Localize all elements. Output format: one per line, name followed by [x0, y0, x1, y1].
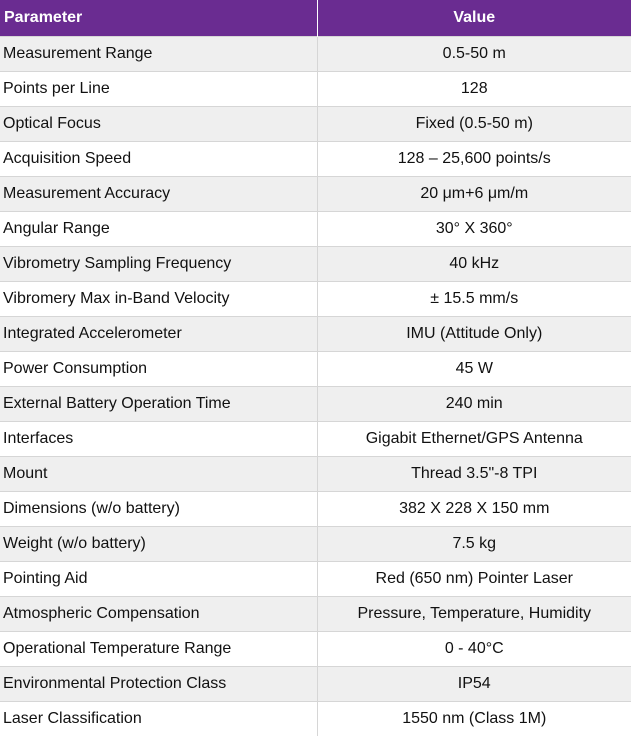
- parameter-cell: External Battery Operation Time: [0, 387, 317, 422]
- table-row: [0, 387, 631, 422]
- parameter-cell: Acquisition Speed: [0, 142, 317, 177]
- parameter-cell: Measurement Accuracy: [0, 177, 317, 212]
- value-cell: 128 – 25,600 points/s: [317, 142, 631, 177]
- value-cell: 20 μm+6 μm/m: [317, 177, 631, 212]
- value-cell: 382 X 228 X 150 mm: [317, 492, 631, 527]
- table-row: [0, 527, 631, 562]
- table-body: [0, 37, 631, 737]
- value-cell: IP54: [317, 667, 631, 702]
- table-row: [0, 72, 631, 107]
- table-row: [0, 317, 631, 352]
- parameter-cell: Power Consumption: [0, 352, 317, 387]
- table-row: [0, 282, 631, 317]
- value-cell: 0 - 40°C: [317, 632, 631, 667]
- parameter-cell: Optical Focus: [0, 107, 317, 142]
- table-row: [0, 632, 631, 667]
- parameter-cell: Environmental Protection Class: [0, 667, 317, 702]
- value-cell: ± 15.5 mm/s: [317, 282, 631, 317]
- table-row: [0, 142, 631, 177]
- table-row: [0, 212, 631, 247]
- header-parameter: Parameter: [0, 0, 317, 37]
- value-cell: 240 min: [317, 387, 631, 422]
- table-row: [0, 177, 631, 212]
- parameter-cell: Operational Temperature Range: [0, 632, 317, 667]
- table-row: [0, 422, 631, 457]
- table-row: [0, 107, 631, 142]
- parameter-cell: Pointing Aid: [0, 562, 317, 597]
- parameter-cell: Weight (w/o battery): [0, 527, 317, 562]
- value-cell: Thread 3.5"-8 TPI: [317, 457, 631, 492]
- table-row: [0, 562, 631, 597]
- parameter-cell: Integrated Accelerometer: [0, 317, 317, 352]
- table-row: [0, 247, 631, 282]
- parameter-cell: Atmospheric Compensation: [0, 597, 317, 632]
- value-cell: 45 W: [317, 352, 631, 387]
- table-header: [0, 0, 631, 37]
- table-row: [0, 667, 631, 702]
- value-cell: 40 kHz: [317, 247, 631, 282]
- value-cell: 128: [317, 72, 631, 107]
- parameter-cell: Interfaces: [0, 422, 317, 457]
- table-row: [0, 37, 631, 72]
- table-row: [0, 492, 631, 527]
- parameter-cell: Vibromery Max in-Band Velocity: [0, 282, 317, 317]
- parameter-cell: Vibrometry Sampling Frequency: [0, 247, 317, 282]
- value-cell: Fixed (0.5-50 m): [317, 107, 631, 142]
- value-cell: 30° X 360°: [317, 212, 631, 247]
- value-cell: 7.5 kg: [317, 527, 631, 562]
- parameter-cell: Laser Classification: [0, 702, 317, 737]
- parameter-cell: Mount: [0, 457, 317, 492]
- value-cell: IMU (Attitude Only): [317, 317, 631, 352]
- header-row: [0, 0, 631, 37]
- parameter-cell: Angular Range: [0, 212, 317, 247]
- parameter-cell: Measurement Range: [0, 37, 317, 72]
- value-cell: Pressure, Temperature, Humidity: [317, 597, 631, 632]
- parameter-cell: Dimensions (w/o battery): [0, 492, 317, 527]
- table-row: [0, 597, 631, 632]
- header-value: Value: [317, 0, 631, 37]
- table-row: [0, 457, 631, 492]
- value-cell: 0.5-50 m: [317, 37, 631, 72]
- value-cell: Gigabit Ethernet/GPS Antenna: [317, 422, 631, 457]
- value-cell: Red (650 nm) Pointer Laser: [317, 562, 631, 597]
- table-row: [0, 352, 631, 387]
- value-cell: 1550 nm (Class 1M): [317, 702, 631, 737]
- table-row: [0, 702, 631, 737]
- parameter-cell: Points per Line: [0, 72, 317, 107]
